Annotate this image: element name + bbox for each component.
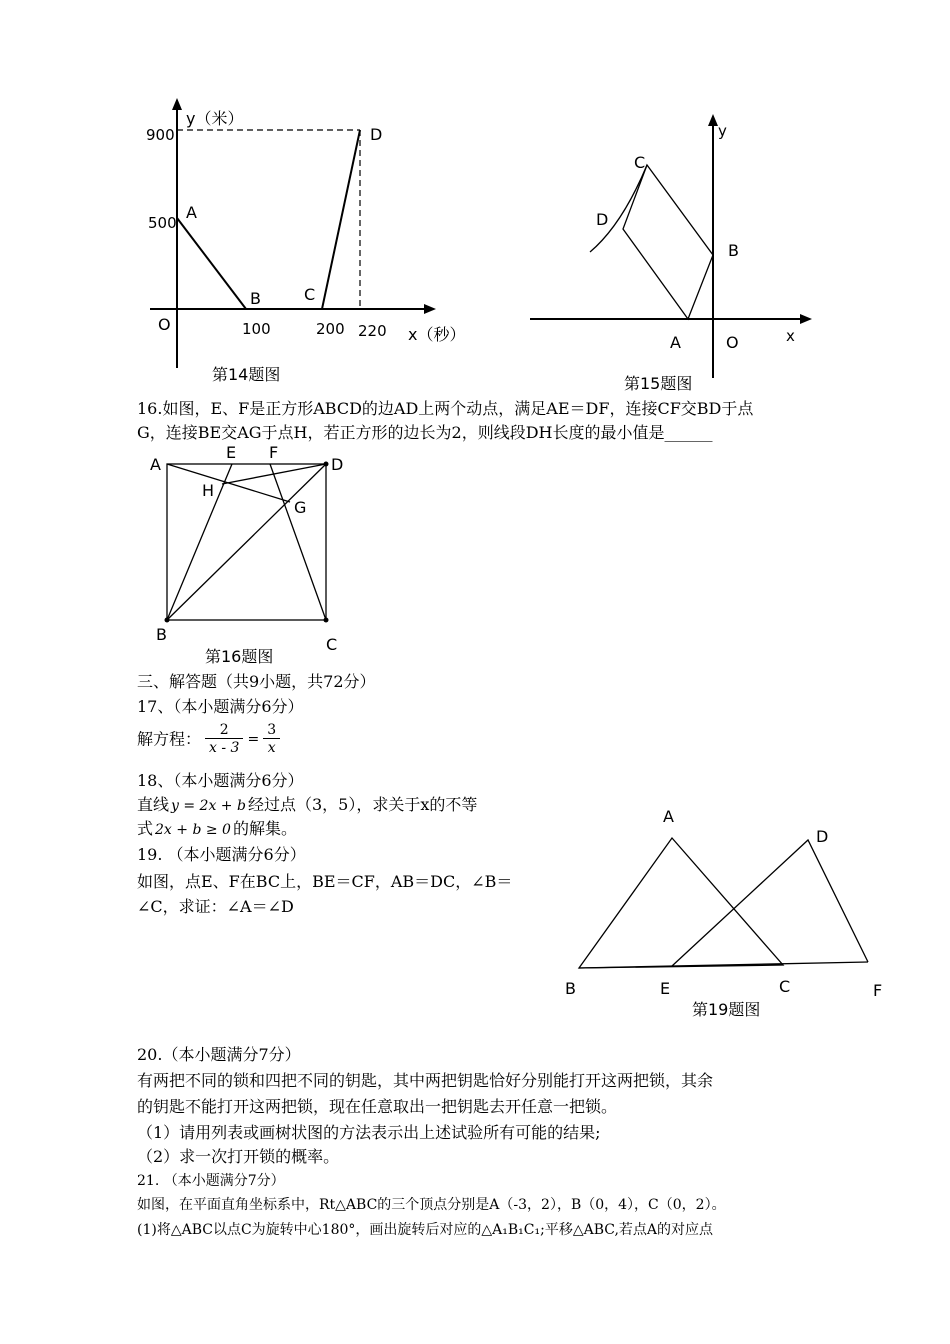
q18-l2-suffix: 的解集。 <box>232 819 297 838</box>
fig16-point-g: G <box>294 498 307 517</box>
q17-prefix: 解方程： <box>137 729 202 749</box>
fig19-triangle-abc <box>579 838 783 968</box>
q21-heading: 21. （本小题满分7分） <box>137 1173 285 1189</box>
fig16-line-cf <box>270 464 326 620</box>
fig16-point-f: F <box>269 443 279 462</box>
fig16-point-b: B <box>156 625 167 644</box>
fig15-caption: 第15题图 <box>624 374 693 393</box>
q17-equation <box>137 722 284 757</box>
fig15-y-arrow <box>708 114 718 126</box>
q18-l1-prefix: 直线 <box>137 795 170 814</box>
q16-line1: 16.如图，E、F是正方形ABCD的边AD上两个动点，满足AE＝DF，连接CF交BD于点 <box>137 399 754 418</box>
fig19-point-c: C <box>779 977 791 996</box>
fig15-arc <box>590 165 647 252</box>
q18-heading: 18、（本小题满分6分） <box>137 771 304 790</box>
fig14-y-label: y（米） <box>186 109 244 128</box>
q17-left-den: x - 3 <box>209 740 240 756</box>
fig19-base-bf <box>579 962 868 968</box>
q16-line2: G，连接BE交AG于点H，若正方形的边长为2，则线段DH长度的最小值是______ <box>137 423 713 442</box>
fig14-y-arrow <box>172 98 182 110</box>
fig15-y-label: y <box>718 122 727 140</box>
fig16-dot-d <box>324 462 329 467</box>
fig19-point-b: B <box>565 979 576 998</box>
q17-equals: = <box>247 731 260 748</box>
fig16-point-e: E <box>226 443 237 462</box>
q17-right-den: x <box>267 740 276 756</box>
q21-line1: 如图，在平面直角坐标系中，Rt△ABC的三个顶点分别是A（-3，2），B（0，4），C（0，2）。 <box>137 1197 726 1213</box>
q19-line1: 如图，点E、F在BC上，BE＝CF，AB＝DC，∠B＝ <box>137 872 513 891</box>
fig19-triangle-def <box>672 840 868 966</box>
fig16-dot-b <box>165 618 170 623</box>
q18-line2 <box>137 818 297 841</box>
fig19-caption: 第19题图 <box>692 1000 761 1019</box>
q17-right-fraction <box>263 722 280 757</box>
q20-line2: 的钥匙不能打开这两把锁，现在任意取出一把钥匙去开任意一把锁。 <box>137 1097 618 1116</box>
fig15-point-a: A <box>670 333 681 352</box>
fig16-point-h: H <box>202 481 215 500</box>
q20-line1: 有两把不同的锁和四把不同的钥匙，其中两把钥匙恰好分别能打开这两把锁，其余 <box>137 1071 714 1090</box>
q18-l1-equation: y = 2x + b <box>171 798 246 814</box>
q17-right-num: 3 <box>263 722 280 739</box>
q21-line2: (1)将△ABC以点C为旋转中心180°，画出旋转后对应的△A₁B₁C₁;平移△ABC,若点A的对应点 <box>137 1222 714 1238</box>
q18-line1 <box>137 794 477 817</box>
fig14-point-a: A <box>186 203 197 222</box>
fig14-point-b: B <box>250 289 261 308</box>
section-three-title: 三、解答题（共9小题，共72分） <box>137 672 376 691</box>
fig14-y500: 500 <box>148 214 177 232</box>
fig14-point-c: C <box>304 285 316 304</box>
q20-item2: （2）求一次打开锁的概率。 <box>137 1147 340 1166</box>
fig16-point-d: D <box>331 455 344 474</box>
q18-l2-prefix: 式 <box>137 819 154 838</box>
fig16-line-dh <box>222 464 326 484</box>
fig14-y900: 900 <box>146 126 175 144</box>
fig19-point-a: A <box>663 807 674 826</box>
q19-heading: 19. （本小题满分6分） <box>137 845 306 864</box>
fig14-x-label: x（秒） <box>408 325 466 344</box>
fig14-x200: 200 <box>316 320 345 338</box>
q18-l1-suffix: 经过点（3，5），求关于x的不等 <box>247 795 478 814</box>
fig15-x-label: x <box>786 327 795 345</box>
fig15-point-b: B <box>728 241 739 260</box>
fig19-point-f: F <box>873 981 883 1000</box>
fig14-segment-cd <box>322 130 360 309</box>
q19-line2: ∠C，求证：∠A＝∠D <box>137 897 294 916</box>
fig19-point-d: D <box>816 827 829 846</box>
fig16-point-c: C <box>326 635 338 654</box>
fig14-point-d: D <box>370 125 383 144</box>
q17-heading: 17、（本小题满分6分） <box>137 697 304 716</box>
fig14-caption: 第14题图 <box>212 365 281 384</box>
fig14-x100: 100 <box>242 320 271 338</box>
fig19-point-e: E <box>660 979 671 998</box>
fig16-point-a: A <box>150 455 161 474</box>
fig14-x220: 220 <box>358 322 387 340</box>
q17-left-fraction <box>205 722 243 757</box>
fig16-dot-c <box>324 618 329 623</box>
fig15-x-arrow <box>800 314 812 324</box>
fig16-diag-bd <box>167 464 326 620</box>
fig14-origin: O <box>158 315 171 334</box>
fig16-line-be <box>167 464 232 620</box>
fig15-origin: O <box>726 333 739 352</box>
fig14-x-arrow <box>424 304 436 314</box>
q20-item1: （1）请用列表或画树状图的方法表示出上述试验所有可能的结果; <box>137 1123 601 1142</box>
q20-heading: 20.（本小题满分7分） <box>137 1045 301 1064</box>
q18-l2-equation: 2x + b ≥ 0 <box>155 822 231 838</box>
fig15-point-d: D <box>596 210 609 229</box>
fig15-point-c: C <box>634 153 646 172</box>
fig16-caption: 第16题图 <box>205 647 274 666</box>
q17-left-num: 2 <box>205 722 243 739</box>
fig14-segment-ab <box>177 218 246 309</box>
